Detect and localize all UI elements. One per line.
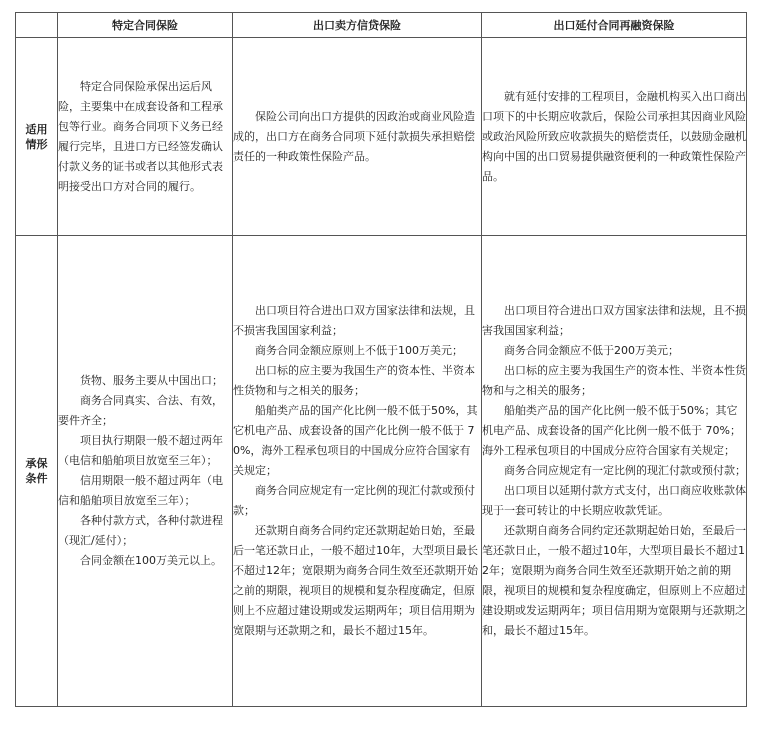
header-seller-credit-insurance: 出口卖方信贷保险 <box>233 13 482 38</box>
cell-paragraph: 出口项目以延期付款方式支付，出口商应收账款体现于一套可转让的中长期应收款凭证。 <box>482 484 746 517</box>
table-row-conditions <box>16 236 747 707</box>
cell-conditions-specific <box>58 236 233 707</box>
cell-paragraph: 商务合同真实、合法、有效，要件齐全； <box>58 394 223 427</box>
cell-paragraph: 船舶类产品的国产化比例一般不低于50%，其它机电产品、成套设备的国产化比例一般不低于 70%，海外工程承包项目的中国成分应符合国家有关规定； <box>233 404 478 477</box>
cell-paragraph: 船舶类产品的国产化比例一般不低于50%；其它机电产品、成套设备的国产化比例一般不低于 70%；海外工程承包项目的中国成分应符合国家有关规定； <box>482 404 741 457</box>
cell-paragraph: 就有延付安排的工程项目，金融机构买入出口商出口项下的中长期应收款后，保险公司承担其因商业风险或政治风险所致应收款损失的赔偿责任，以鼓励金融机构向中国的出口贸易提供融资便利的一种政策性保险产品。 <box>482 89 746 183</box>
header-specific-contract-insurance: 特定合同保险 <box>58 13 233 38</box>
cell-applicable-specific <box>58 38 233 236</box>
cell-applicable-seller-credit <box>233 38 482 236</box>
cell-paragraph: 货物、服务主要从中国出口； <box>80 374 223 387</box>
header-corner <box>16 13 58 38</box>
row-label-applicable <box>16 38 58 236</box>
cell-paragraph: 保险公司向出口方提供的因政治或商业风险造成的，出口方在商务合同项下延付款损失承担赔偿责任的一种政策性保险产品。 <box>233 109 475 163</box>
row-label-conditions <box>16 236 58 707</box>
cell-paragraph: 出口项目符合进出口双方国家法律和法规，且不损害我国国家利益； <box>233 304 475 337</box>
cell-paragraph: 商务合同应规定有一定比例的现汇付款或预付款； <box>233 484 475 517</box>
cell-conditions-refinancing <box>482 236 747 707</box>
cell-paragraph: 还款期自商务合同约定还款期起始日始，至最后一笔还款日止，一般不超过10年，大型项目最长不超过12年；宽限期为商务合同生效至还款期开始之前的期限，视项目的规模和复杂程度确定，但原则上不应超过建设期或发运期两年；项目信用期为宽限期与还款期之和，最长不超过15年。 <box>233 524 478 637</box>
table-row-applicable <box>16 38 747 236</box>
cell-paragraph: 项目执行期限一般不超过两年（电信和船舶项目放宽至三年）； <box>58 434 223 467</box>
cell-paragraph: 各种付款方式，各种付款进程（现汇/延付）； <box>58 514 223 547</box>
cell-paragraph: 出口项目符合进出口双方国家法律和法规，且不损害我国国家利益； <box>482 304 746 337</box>
header-refinancing-insurance: 出口延付合同再融资保险 <box>482 13 747 38</box>
row-label-text: 适用情形 <box>25 122 48 151</box>
header-row <box>16 13 747 38</box>
cell-paragraph: 特定合同保险承保出运后风险，主要集中在成套设备和工程承包等行业。商务合同项下义务已经履行完毕，且进口方已经签发确认付款义务的证书或者以其他形式表明接受出口方对合同的履行。 <box>58 79 223 193</box>
cell-paragraph: 商务合同金额应不低于200万美元； <box>504 344 679 357</box>
cell-paragraph: 出口标的应主要为我国生产的资本性、半资本性货物和与之相关的服务； <box>233 364 475 397</box>
cell-conditions-seller-credit <box>233 236 482 707</box>
cell-paragraph: 还款期自商务合同约定还款期起始日始，至最后一笔还款日止，一般不超过10年，大型项目最长不超过12年；宽限期为商务合同生效至还款期开始之前的期限，视项目的规模和复杂程度确定，但原则上不应超过建设期或发运期两年；项目信用期为宽限期与还款期之和，最长不超过15年。 <box>482 524 746 637</box>
cell-paragraph: 商务合同金额应原则上不低于100万美元； <box>255 344 463 357</box>
cell-paragraph: 信用期限一般不超过两年（电信和船舶项目放宽至三年）； <box>58 474 223 507</box>
row-label-text: 承保条件 <box>25 457 48 485</box>
cell-paragraph: 商务合同应规定有一定比例的现汇付款或预付款； <box>504 464 746 477</box>
cell-paragraph: 出口标的应主要为我国生产的资本性、半资本性货物和与之相关的服务； <box>482 364 746 397</box>
cell-applicable-refinancing <box>482 38 747 236</box>
cell-paragraph: 合同金额在100万美元以上。 <box>80 554 222 567</box>
comparison-table <box>15 12 747 707</box>
